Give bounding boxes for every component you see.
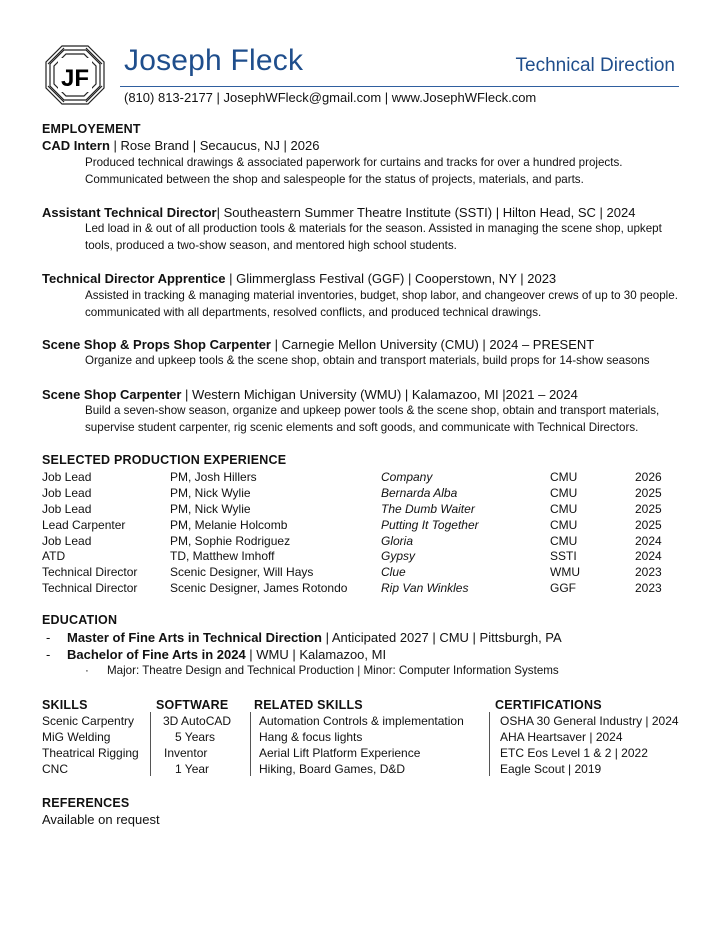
software-heading: SOFTWARE: [156, 698, 229, 712]
certifications-heading: CERTIFICATIONS: [495, 698, 602, 712]
education-degree: Bachelor of Fine Arts in 2024: [67, 647, 246, 662]
production-role: Technical Director: [42, 581, 138, 595]
job-details: | Western Michigan University (WMU) | Kalamazoo, MI |2021 – 2024: [181, 387, 578, 402]
logo-letters: JF: [60, 65, 90, 92]
education-item: [67, 647, 386, 662]
production-role: Job Lead: [42, 470, 92, 484]
production-org: CMU: [550, 486, 578, 500]
production-org: CMU: [550, 502, 578, 516]
job-title: Scene Shop Carpenter: [42, 387, 182, 402]
job-details: | Glimmerglass Festival (GGF) | Cooperstown, NY | 2023: [225, 271, 557, 286]
contact-line: (810) 813-2177 | JosephWFleck@gmail.com | www.JosephWFleck.com: [124, 90, 537, 105]
related-skill-item: Hiking, Board Games, D&D: [259, 762, 406, 776]
production-org: CMU: [550, 518, 578, 532]
production-org: GGF: [550, 581, 576, 595]
job-title-row: [42, 205, 635, 220]
production-year: 2026: [635, 470, 662, 484]
production-org: SSTI: [550, 549, 577, 563]
education-degree: Master of Fine Arts in Technical Direction: [67, 630, 322, 645]
production-show: Company: [381, 470, 433, 484]
production-org: CMU: [550, 470, 578, 484]
employment-heading: EMPLOYEMENT: [42, 122, 141, 136]
certification-item: AHA Heartsaver | 2024: [500, 730, 623, 744]
job-description: Produced technical drawings & associated paperwork for curtains and tracks for over a hundred projects. Communicated between the shop and salespeople for the status of projects, materials, and parts.: [85, 156, 623, 186]
production-show: Clue: [381, 565, 406, 579]
production-show: Bernarda Alba: [381, 486, 458, 500]
production-org: CMU: [550, 534, 578, 548]
production-role: Job Lead: [42, 486, 92, 500]
job-title-row: [42, 337, 594, 352]
production-year: 2024: [635, 549, 662, 563]
education-heading: EDUCATION: [42, 613, 118, 627]
production-supervisor: PM, Nick Wylie: [170, 486, 251, 500]
column-divider: [250, 712, 251, 776]
production-show: Rip Van Winkles: [381, 581, 469, 595]
education-major: Major: Theatre Design and Technical Production | Minor: Computer Information Systems: [107, 664, 559, 677]
page-subtitle: Technical Direction: [515, 55, 675, 76]
job-description: Build a seven-show season, organize and upkeep power tools & the scene shop, obtain and transport materials, supervise student carpenter, rig scenic elements and soft goods, and communicate with Technical Directors.: [85, 404, 660, 434]
software-item: 1 Year: [175, 762, 210, 776]
production-supervisor: PM, Nick Wylie: [170, 502, 251, 516]
education-bullet: -: [46, 647, 51, 662]
skill-item: Theatrical Rigging: [42, 746, 139, 760]
production-role: Job Lead: [42, 534, 92, 548]
production-supervisor: PM, Josh Hillers: [170, 470, 257, 484]
production-role: ATD: [42, 549, 66, 563]
software-item: 5 Years: [175, 730, 216, 744]
production-year: 2025: [635, 518, 662, 532]
production-role: Technical Director: [42, 565, 138, 579]
job-title-row: [42, 138, 319, 153]
education-item: [67, 630, 562, 645]
job-details: | Carnegie Mellon University (CMU) | 2024 – PRESENT: [271, 337, 595, 352]
production-heading: SELECTED PRODUCTION EXPERIENCE: [42, 453, 287, 467]
related-skill-item: Hang & focus lights: [259, 730, 363, 744]
job-details: | Rose Brand | Secaucus, NJ | 2026: [109, 138, 320, 153]
certification-item: OSHA 30 General Industry | 2024: [500, 714, 679, 728]
certification-item: ETC Eos Level 1 & 2 | 2022: [500, 746, 648, 760]
production-year: 2023: [635, 565, 662, 579]
logo: [44, 44, 106, 106]
job-details: | Southeastern Summer Theatre Institute (SSTI) | Hilton Head, SC | 2024: [216, 205, 636, 220]
related-skill-item: Automation Controls & implementation: [259, 714, 464, 728]
job-title: CAD Intern: [42, 138, 110, 153]
job-title: Assistant Technical Director: [42, 205, 217, 220]
production-supervisor: Scenic Designer, James Rotondo: [170, 581, 348, 595]
job-title: Scene Shop & Props Shop Carpenter: [42, 337, 271, 352]
job-description: Led load in & out of all production tools & materials for the season. Assisted in managing the scene shop, upkept tools, produced a two-show season, and mentored high school students.: [85, 222, 662, 252]
job-description: Organize and upkeep tools & the scene shop, obtain and transport materials, build props for 14-show seasons: [85, 354, 650, 367]
references-heading: REFERENCES: [42, 796, 130, 810]
production-supervisor: PM, Sophie Rodriguez: [170, 534, 291, 548]
production-show: Gypsy: [381, 549, 416, 563]
production-role: Job Lead: [42, 502, 92, 516]
production-show: Putting It Together: [381, 518, 479, 532]
production-year: 2024: [635, 534, 662, 548]
skill-item: CNC: [42, 762, 68, 776]
production-year: 2023: [635, 581, 662, 595]
related-skills-heading: RELATED SKILLS: [254, 698, 363, 712]
education-details: | Anticipated 2027 | CMU | Pittsburgh, PA: [322, 630, 562, 645]
job-title: Technical Director Apprentice: [42, 271, 226, 286]
page-title: Joseph Fleck: [124, 44, 304, 77]
production-show: The Dumb Waiter: [381, 502, 475, 516]
production-org: WMU: [550, 565, 580, 579]
production-supervisor: PM, Melanie Holcomb: [170, 518, 288, 532]
production-supervisor: TD, Matthew Imhoff: [170, 549, 275, 563]
skill-item: Scenic Carpentry: [42, 714, 135, 728]
skills-heading: SKILLS: [42, 698, 88, 712]
header-rule: [120, 86, 679, 87]
job-title-row: [42, 271, 556, 286]
related-skill-item: Aerial Lift Platform Experience: [259, 746, 421, 760]
job-description: Assisted in tracking & managing material inventories, budget, shop labor, and changeover crews of up to 30 people. communicated with all departments, resolved conflicts, and produced technical drawings.: [85, 289, 678, 319]
production-supervisor: Scenic Designer, Will Hays: [170, 565, 314, 579]
certification-item: Eagle Scout | 2019: [500, 762, 602, 776]
column-divider: [150, 712, 151, 776]
education-bullet: -: [46, 630, 51, 645]
column-divider: [489, 712, 490, 776]
software-item: Inventor: [164, 746, 208, 760]
education-details: | WMU | Kalamazoo, MI: [245, 647, 387, 662]
production-show: Gloria: [381, 534, 414, 548]
education-sub-bullet: ·: [85, 664, 89, 677]
references-text: Available on request: [42, 812, 160, 827]
job-title-row: [42, 387, 578, 402]
production-year: 2025: [635, 502, 662, 516]
skill-item: MiG Welding: [42, 730, 111, 744]
software-item: 3D AutoCAD: [163, 714, 232, 728]
production-year: 2025: [635, 486, 662, 500]
production-role: Lead Carpenter: [42, 518, 126, 532]
